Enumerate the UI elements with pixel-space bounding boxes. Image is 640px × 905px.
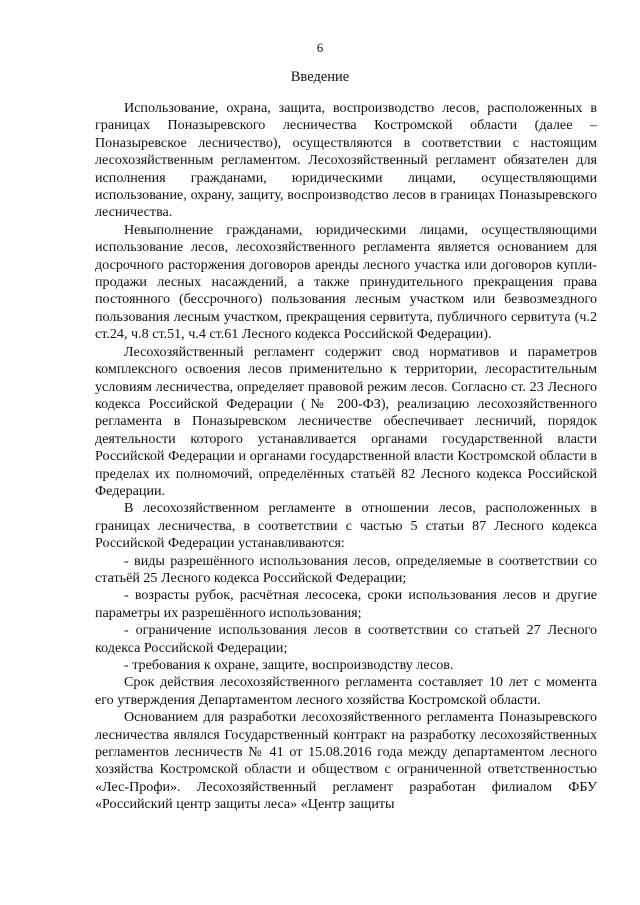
- page-number: 6: [316, 40, 324, 55]
- paragraph: В лесохозяйственном регламенте в отношении лесов, расположенных в границах лесничества, в соответствии с частью 5 статьи 87 Лесного кодекса Российской Федерации устанавливаются:: [95, 500, 597, 552]
- list-item: - требования к охране, защите, воспроизводству лесов.: [124, 657, 454, 673]
- section-title: Введение: [290, 69, 350, 85]
- paragraph: Срок действия лесохозяйственного регламента составляет 10 лет с момента его утверждения Департаментом лесного хозяйства Костромской области.: [95, 674, 597, 708]
- paragraph: Невыполнение гражданами, юридическими лицами, осуществляющими использование лесов, лесохозяйственного регламента является основанием для досрочного расторжения договоров аренды лесного участка или договоров купли-продажи лесных насаждений, а также принудительного прекращения права постоянного (бессрочного) пользования лесным участком или безвозмездного пользования лесным участком, прекращения сервитута, публичного сервитута (ч.2 ст.24, ч.8 ст.51, ч.4 ст.61 Лесного кодекса Российской Федерации).: [95, 221, 597, 343]
- paragraph: Использование, охрана, защита, воспроизводство лесов, расположенных в границах Поназыревского лесничества Костромской области (далее – Поназыревское лесничество), осуществляются в соответствии с настоящим лесохозяйственным регламентом. Лесохозяйственный регламент обязателен для исполнения гражданами, юридическими лицами, осуществляющими использование, охрану, защиту, воспроизводство лесов в границах Поназыревского лесничества.: [95, 100, 597, 221]
- paragraph: Лесохозяйственный регламент содержит свод нормативов и параметров комплексного освоения лесов применительно к территории, лесорастительным условиям лесничества, определяет правовой режим лесов. Согласно ст. 23 Лесного кодекса Российской Федерации (№ 200-ФЗ), реализацию лесохозяйственного регламента в Поназыревском лесничестве обеспечивает лесничий, порядок деятельности которого устанавливается органами государственной власти Российской Федерации и органами государственной власти Костромской области в пределах их полномочий, определённых статьёй 82 Лесного кодекса Российской Федерации.: [95, 343, 597, 499]
- list-item: - ограничение использования лесов в соответствии со статьей 27 Лесного кодекса Российской Федерации;: [95, 622, 597, 656]
- list-item: - виды разрешённого использования лесов, определяемые в соответствии со статьёй 25 Лесного кодекса Российской Федерации;: [95, 552, 597, 586]
- list-item: - возрасты рубок, расчётная лесосека, сроки использования лесов и другие параметры их разрешённого использования;: [95, 587, 597, 621]
- document-body: [95, 100, 597, 814]
- paragraph: Основанием для разработки лесохозяйственного регламента Поназыревского лесничества являлся Государственный контракт на разработку лесохозяйственных регламентов лесничеств № 41 от 15.08.2016 года между департаментом лесного хозяйства Костромской области и обществом с ограниченной ответственностью «Лес-Профи». Лесохозяйственный регламент разработан филиалом ФБУ «Российский центр защиты леса» «Центр защиты: [95, 709, 597, 813]
